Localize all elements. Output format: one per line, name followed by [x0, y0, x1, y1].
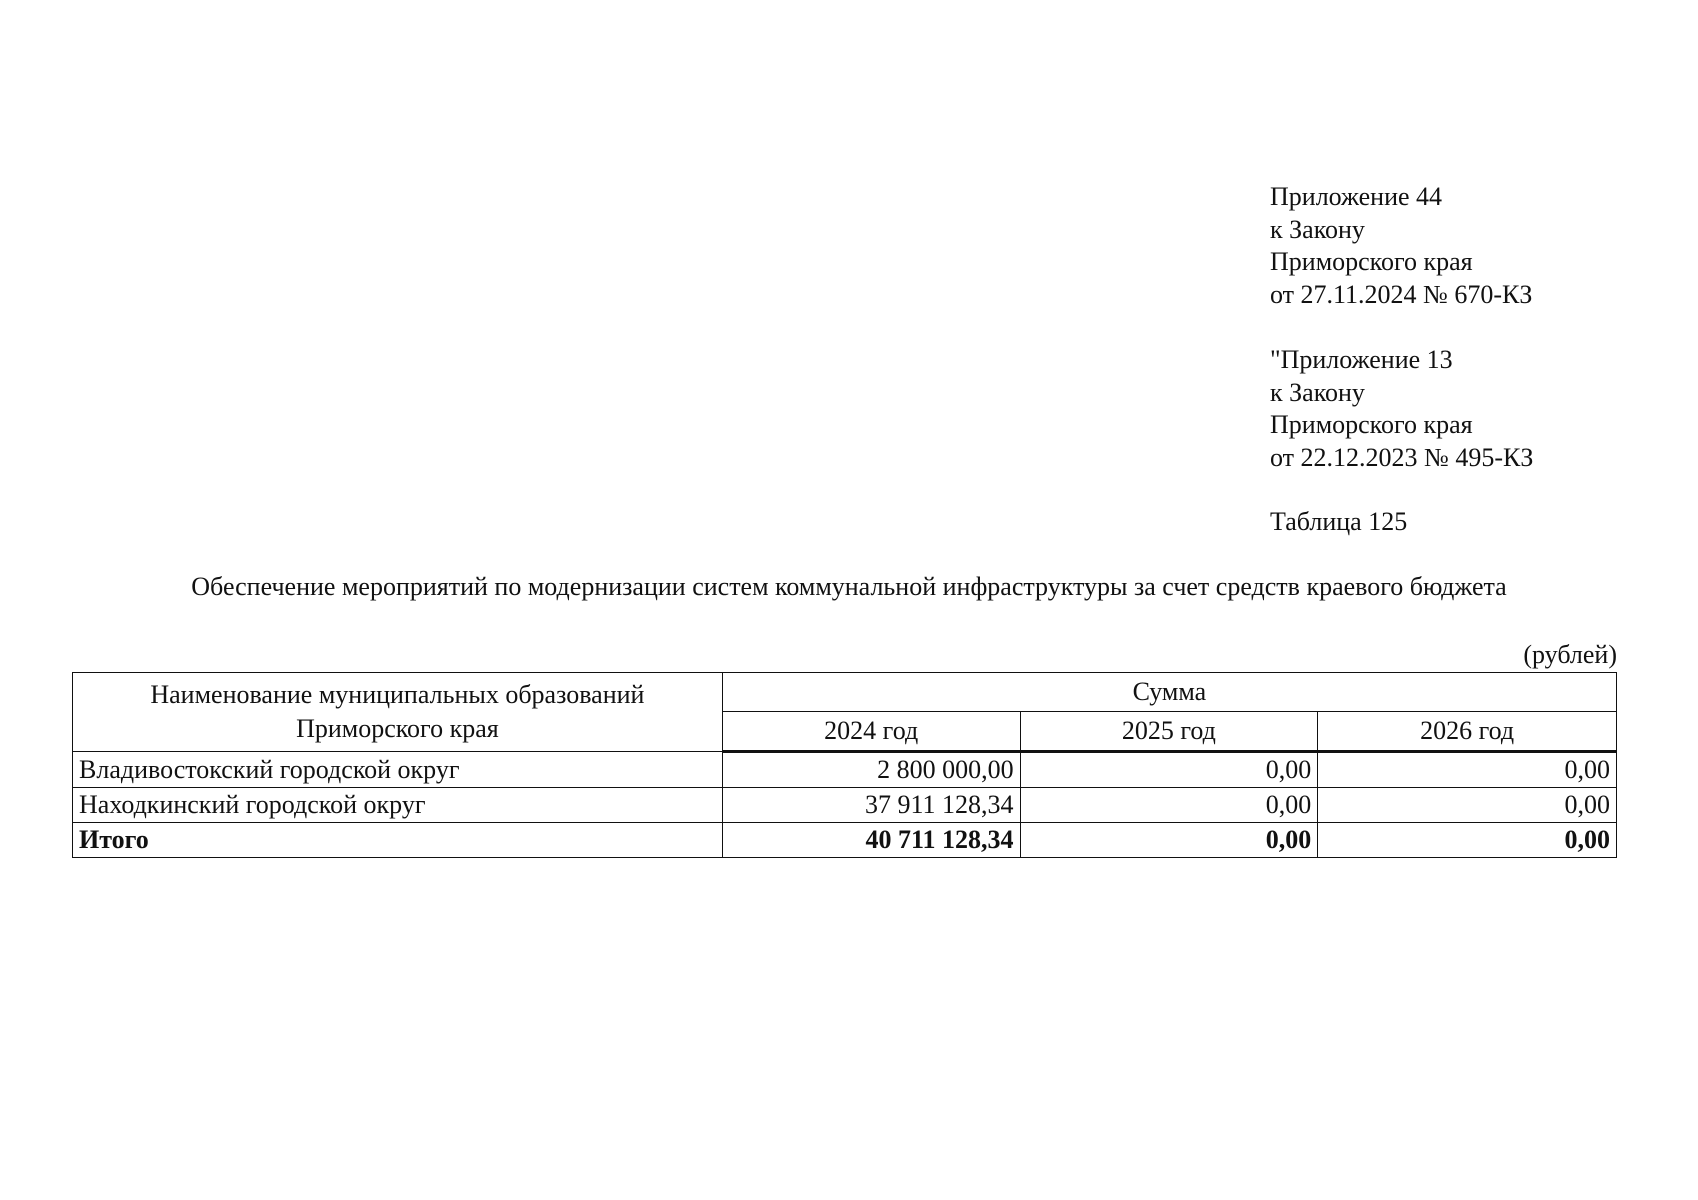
amount-2025: 0,00 — [1020, 752, 1318, 788]
municipality-name: Владивостокский городской округ — [73, 752, 723, 788]
total-label: Итого — [73, 823, 723, 858]
amount-2026: 0,00 — [1318, 788, 1617, 823]
appendix-current-reference — [1270, 181, 1532, 311]
municipality-name: Находкинский городской округ — [73, 788, 723, 823]
total-2024: 40 711 128,34 — [722, 823, 1020, 858]
appendix-original-line4: от 22.12.2023 № 495-КЗ — [1270, 442, 1534, 472]
table-number: Таблица 125 — [1270, 507, 1408, 536]
total-row — [73, 823, 1617, 858]
amount-2026: 0,00 — [1318, 752, 1617, 788]
municipality-column-header — [73, 673, 723, 752]
unit-label: (рублей) — [1523, 640, 1617, 669]
municipality-header-line2: Приморского края — [296, 714, 499, 743]
amount-2025: 0,00 — [1020, 788, 1318, 823]
appendix-original-line3: Приморского края — [1270, 410, 1473, 439]
appendix-current-line3: Приморского края — [1270, 247, 1473, 276]
amount-2024: 37 911 128,34 — [722, 788, 1020, 823]
year-2024-header: 2024 год — [722, 712, 1020, 752]
appendix-original-reference — [1270, 344, 1533, 474]
appendix-current-line2: к Закону — [1270, 214, 1365, 244]
document-title: Обеспечение мероприятий по модернизации систем коммунальной инфраструктуры за счет средств краевого бюджета — [191, 572, 1507, 601]
amount-2024: 2 800 000,00 — [722, 752, 1020, 788]
total-2026: 0,00 — [1318, 823, 1617, 858]
table-row — [73, 788, 1617, 823]
appendix-current-line4: от 27.11.2024 № 670-КЗ — [1270, 279, 1533, 309]
appendix-original-line1: "Приложение 13 — [1270, 345, 1453, 374]
total-2025: 0,00 — [1020, 823, 1318, 858]
table-row — [73, 752, 1617, 788]
municipality-header-line1: Наименование муниципальных образований — [150, 680, 645, 709]
appendix-current-line1: Приложение 44 — [1270, 182, 1443, 211]
year-2026-header: 2026 год — [1318, 712, 1617, 752]
year-2025-header: 2025 год — [1020, 712, 1318, 752]
appendix-original-line2: к Закону — [1270, 377, 1365, 407]
budget-table — [72, 672, 1617, 858]
sum-column-header: Сумма — [722, 673, 1616, 712]
